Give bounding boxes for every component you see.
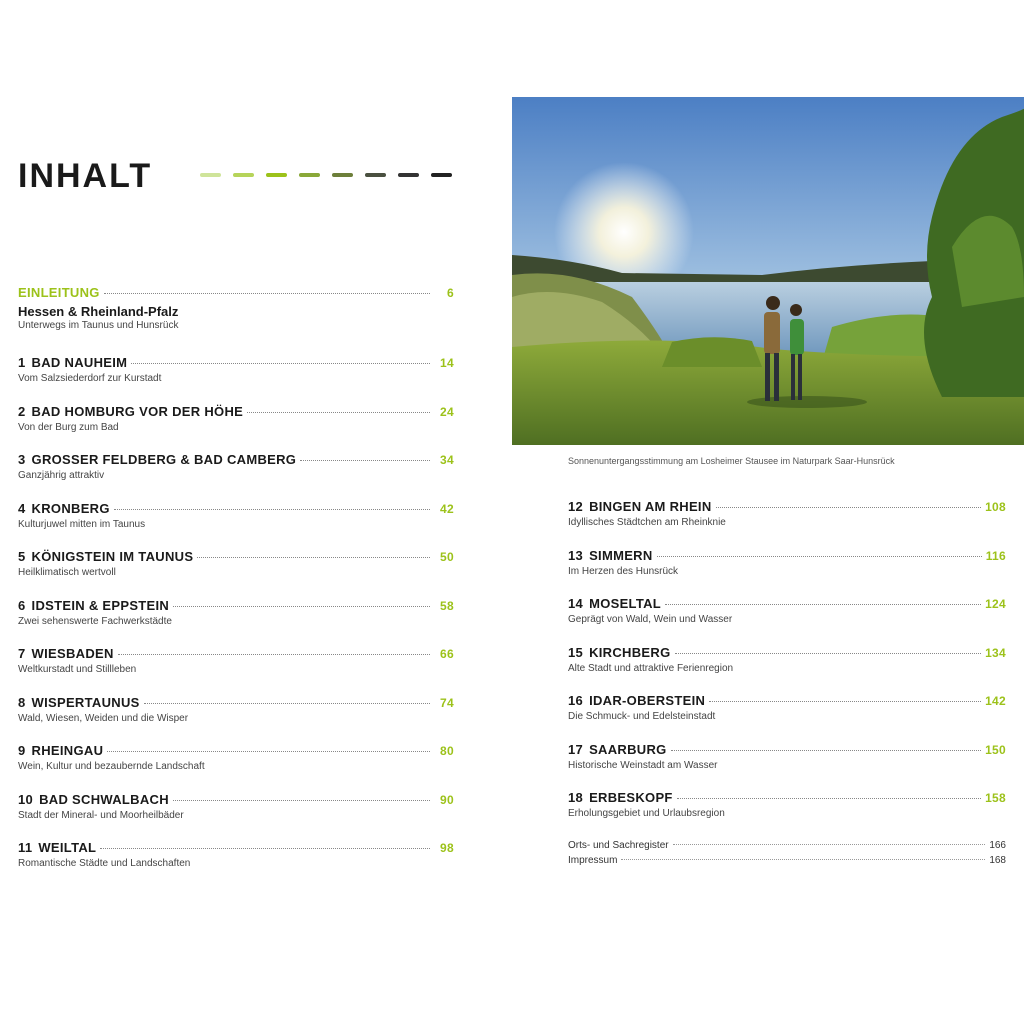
entry-title: KÖNIGSTEIN IM TAUNUS — [31, 549, 194, 564]
entry-title: BINGEN AM RHEIN — [589, 499, 712, 514]
toc-right-column — [568, 498, 1006, 868]
dot-leader — [197, 557, 430, 558]
entry-number: 12 — [568, 499, 584, 514]
entry-subtitle: Von der Burg zum Bad — [18, 421, 119, 433]
entry-subtitle: Zwei sehenswerte Fachwerkstädte — [18, 615, 172, 627]
dot-leader — [173, 606, 430, 607]
entry-number: 10 — [18, 791, 34, 807]
entry-page: 134 — [985, 645, 1006, 660]
dot-leader — [665, 604, 981, 605]
appendix-label: Orts- und Sachregister — [568, 839, 669, 851]
entry-subtitle: Geprägt von Wald, Wein und Wasser — [568, 614, 733, 625]
entry-page: 142 — [985, 694, 1006, 708]
toc-entry[interactable] — [18, 645, 454, 694]
entry-subtitle: Alte Stadt und attraktive Ferienregion — [568, 662, 734, 674]
entry-title: SIMMERN — [589, 547, 653, 563]
toc-entry[interactable] — [18, 451, 454, 500]
appendix-page: 168 — [989, 854, 1006, 866]
dot-leader — [709, 701, 981, 702]
entry-page: 124 — [985, 597, 1006, 611]
toc-entry[interactable] — [18, 500, 454, 549]
entry-page: 24 — [440, 404, 454, 419]
entry-number: 13 — [568, 547, 584, 563]
intro-page: 6 — [447, 286, 454, 300]
entry-page: 116 — [985, 548, 1006, 563]
dot-leader — [675, 653, 982, 654]
entry-title: WISPERTAUNUS — [31, 694, 140, 710]
appendix-label: Impressum — [568, 854, 618, 866]
entry-page: 58 — [440, 598, 454, 613]
entry-number: 5 — [18, 549, 26, 564]
dot-leader — [300, 460, 430, 461]
entry-page: 108 — [985, 500, 1006, 514]
entry-subtitle: Die Schmuck- und Edelsteinstadt — [568, 711, 716, 722]
toc-left-list — [18, 354, 454, 888]
entry-number: 7 — [18, 646, 26, 661]
dot-leader — [114, 509, 430, 510]
entry-subtitle: Wald, Wiesen, Weiden und die Wisper — [18, 712, 189, 724]
region-subtitle: Unterwegs im Taunus und Hunsrück — [18, 320, 179, 331]
entry-title: MOSELTAL — [589, 596, 662, 611]
appendix-entry[interactable] — [568, 853, 1006, 868]
entry-page: 158 — [985, 791, 1006, 805]
entry-page: 90 — [440, 792, 454, 807]
entry-subtitle: Im Herzen des Hunsrück — [568, 565, 679, 577]
entry-page: 50 — [440, 550, 454, 564]
entry-number: 16 — [568, 693, 584, 708]
photo-caption: Sonnenuntergangsstimmung am Losheimer Stausee im Naturpark Saar-Hunsrück — [568, 456, 895, 466]
entry-page: 14 — [440, 356, 454, 370]
entry-title: BAD NAUHEIM — [31, 355, 128, 370]
toc-entry[interactable] — [18, 791, 454, 840]
toc-entry[interactable] — [18, 694, 454, 743]
entry-subtitle: Heilklimatisch wertvoll — [18, 567, 116, 578]
entry-title: SAARBURG — [589, 741, 667, 757]
entry-subtitle: Historische Weinstadt am Wasser — [568, 759, 718, 771]
entry-title: WEILTAL — [38, 840, 97, 855]
entry-title: BAD HOMBURG VOR DER HÖHE — [31, 403, 244, 419]
entry-page: 150 — [985, 742, 1006, 757]
dot-leader — [673, 844, 986, 845]
toc-entry[interactable] — [568, 547, 1006, 596]
toc-entry[interactable] — [18, 403, 454, 452]
entry-title: RHEINGAU — [31, 743, 104, 758]
entry-subtitle: Idyllisches Städtchen am Rheinknie — [568, 517, 726, 528]
lake-photo — [512, 97, 1024, 445]
toc-entry[interactable] — [568, 498, 1006, 547]
entry-title: WIESBADEN — [31, 646, 114, 661]
region-title: Hessen & Rheinland-Pfalz — [18, 304, 179, 319]
entry-number: 15 — [568, 644, 584, 660]
entry-number: 4 — [18, 500, 26, 516]
title-decoration — [200, 172, 452, 178]
entry-title: ERBESKOPF — [589, 790, 673, 805]
entry-subtitle: Kulturjuwel mitten im Taunus — [18, 518, 146, 530]
entry-number: 11 — [18, 840, 33, 855]
entry-subtitle: Wein, Kultur und bezaubernde Landschaft — [18, 761, 205, 772]
entry-number: 1 — [18, 355, 26, 370]
entry-number: 17 — [568, 741, 584, 757]
entry-number: 6 — [18, 597, 26, 613]
entry-page: 98 — [440, 841, 454, 855]
dot-leader — [247, 412, 430, 413]
entry-page: 74 — [440, 695, 454, 710]
entry-number: 8 — [18, 694, 26, 710]
entry-page: 42 — [440, 501, 454, 516]
appendix-entry[interactable] — [568, 838, 1006, 853]
entry-title: BAD SCHWALBACH — [39, 791, 169, 807]
entry-title: IDSTEIN & EPPSTEIN — [31, 597, 170, 613]
entry-title: KRONBERG — [31, 500, 110, 516]
entry-subtitle: Vom Salzsiederdorf zur Kurstadt — [18, 373, 162, 384]
intro-label: EINLEITUNG — [18, 285, 100, 300]
entry-number: 18 — [568, 790, 584, 805]
intro-entry[interactable] — [18, 284, 454, 354]
dot-leader — [621, 859, 985, 860]
dot-leader — [100, 848, 430, 849]
toc-entry[interactable] — [568, 595, 1006, 644]
toc-entry[interactable] — [568, 789, 1006, 838]
toc-entry[interactable] — [18, 354, 454, 403]
dot-leader — [144, 703, 430, 704]
dot-leader — [131, 363, 430, 364]
entry-number: 9 — [18, 743, 26, 758]
toc-entry[interactable] — [18, 548, 454, 597]
dot-leader — [173, 800, 430, 801]
entry-subtitle: Erholungsgebiet und Urlaubsregion — [568, 808, 725, 819]
toc-entry[interactable] — [18, 742, 454, 791]
entry-subtitle: Weltkurstadt und Stillleben — [18, 664, 137, 675]
toc-entry[interactable] — [568, 692, 1006, 741]
dot-leader — [657, 556, 982, 557]
toc-entry[interactable] — [568, 644, 1006, 693]
toc-entry[interactable] — [568, 741, 1006, 790]
dot-leader — [107, 751, 430, 752]
entry-number: 2 — [18, 403, 26, 419]
appendix-list — [568, 838, 1006, 868]
toc-left-column — [18, 284, 454, 888]
entry-title: IDAR-OBERSTEIN — [589, 693, 706, 708]
entry-subtitle: Romantische Städte und Landschaften — [18, 858, 191, 869]
entry-subtitle: Stadt der Mineral- und Moorheilbäder — [18, 809, 184, 821]
dot-leader — [118, 654, 430, 655]
toc-right-list — [568, 498, 1006, 838]
entry-page: 34 — [440, 453, 454, 467]
page-title: INHALT — [18, 157, 153, 195]
toc-entry[interactable] — [18, 839, 454, 888]
entry-title: GROSSER FELDBERG & BAD CAMBERG — [31, 452, 297, 467]
entry-number: 3 — [18, 452, 26, 467]
entry-page: 80 — [440, 744, 454, 758]
dot-leader — [104, 293, 430, 294]
entry-page: 66 — [440, 647, 454, 661]
dot-leader — [716, 507, 982, 508]
dot-leader — [671, 750, 982, 751]
entry-number: 14 — [568, 596, 584, 611]
dot-leader — [677, 798, 981, 799]
appendix-page: 166 — [989, 839, 1006, 851]
toc-entry[interactable] — [18, 597, 454, 646]
entry-title: KIRCHBERG — [589, 644, 671, 660]
entry-subtitle: Ganzjährig attraktiv — [18, 470, 105, 481]
